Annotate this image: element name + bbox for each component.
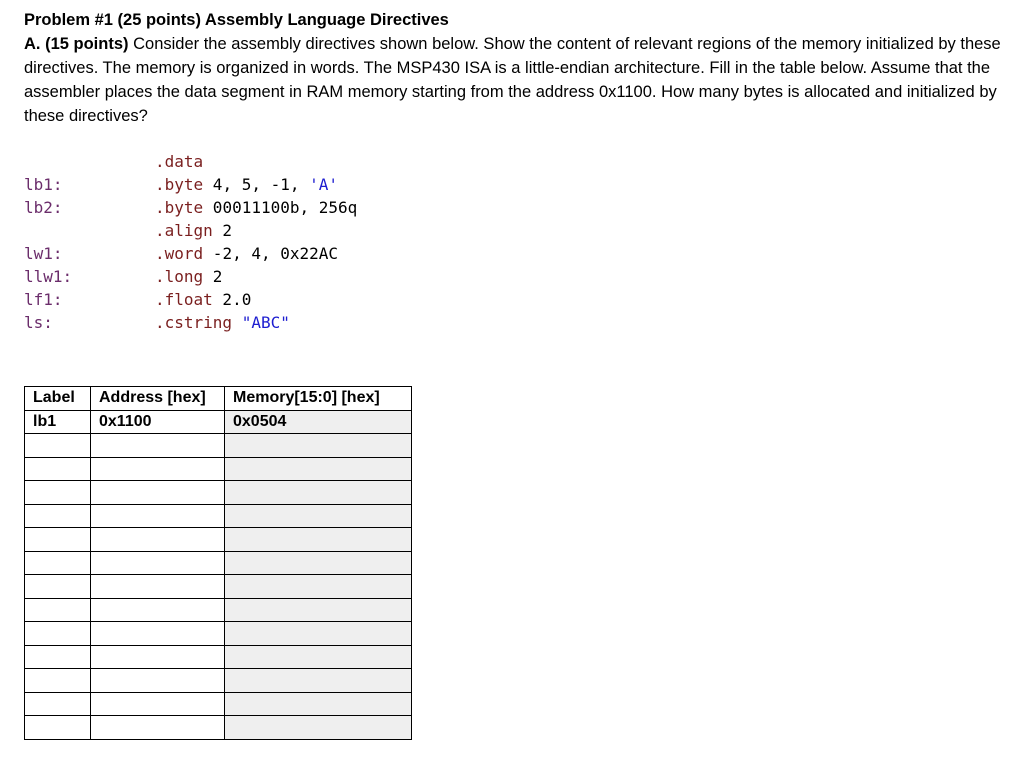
label-cell[interactable] bbox=[25, 575, 91, 599]
label-cell[interactable] bbox=[25, 669, 91, 693]
table-row bbox=[25, 434, 412, 458]
address-cell[interactable] bbox=[91, 528, 225, 552]
memory-cell[interactable] bbox=[225, 434, 412, 458]
directive-keyword: .align bbox=[155, 221, 213, 240]
code-label: lf1: bbox=[24, 290, 63, 309]
code-line bbox=[24, 173, 339, 196]
label-cell[interactable] bbox=[25, 716, 91, 740]
code-directive bbox=[155, 242, 338, 265]
address-cell[interactable] bbox=[91, 504, 225, 528]
label-cell[interactable]: lb1 bbox=[25, 410, 91, 434]
label-cell[interactable] bbox=[25, 457, 91, 481]
directive-keyword: .byte bbox=[155, 175, 204, 194]
directive-keyword: .byte bbox=[155, 198, 204, 217]
column-header-memory: Memory[15:0] [hex] bbox=[225, 387, 412, 411]
label-cell[interactable] bbox=[25, 692, 91, 716]
address-cell[interactable] bbox=[91, 598, 225, 622]
memory-cell[interactable] bbox=[225, 645, 412, 669]
memory-cell[interactable] bbox=[225, 669, 412, 693]
memory-cell[interactable] bbox=[225, 504, 412, 528]
table-row bbox=[25, 692, 412, 716]
address-cell[interactable] bbox=[91, 622, 225, 646]
table-row bbox=[25, 716, 412, 740]
directive-keyword: .word bbox=[155, 244, 204, 263]
label-cell[interactable] bbox=[25, 481, 91, 505]
table-row bbox=[25, 481, 412, 505]
label-cell[interactable] bbox=[25, 622, 91, 646]
label-cell[interactable] bbox=[25, 504, 91, 528]
memory-cell[interactable] bbox=[225, 551, 412, 575]
code-directive bbox=[155, 288, 251, 311]
code-label: lb1: bbox=[24, 175, 63, 194]
memory-cell[interactable] bbox=[225, 575, 412, 599]
address-cell[interactable] bbox=[91, 669, 225, 693]
directive-args: 00011100b, 256q bbox=[203, 198, 358, 217]
table-row bbox=[25, 575, 412, 599]
table-row bbox=[25, 551, 412, 575]
directive-args: 4, 5, -1, bbox=[203, 175, 310, 194]
table-row bbox=[25, 669, 412, 693]
directive-string: 'A' bbox=[309, 175, 339, 194]
directive-args bbox=[232, 313, 242, 332]
table-row bbox=[25, 645, 412, 669]
directive-args: 2.0 bbox=[212, 290, 252, 309]
code-line bbox=[24, 288, 252, 311]
address-cell[interactable]: 0x1100 bbox=[91, 410, 225, 434]
address-cell[interactable] bbox=[91, 481, 225, 505]
part-a-text: Consider the assembly directives shown below. Show the content of relevant regions of the memory initialized by these directives. The memory is organized in words. The MSP430 ISA is a little-endian architecture. Fill in the table below. Assume that the assembler places the data segment in RAM memory starting from the address 0x1100. How many bytes is allocated and initialized by these directives? bbox=[24, 35, 1001, 125]
directive-args: 2 bbox=[203, 267, 223, 286]
code-line bbox=[24, 196, 358, 219]
code-directive bbox=[155, 265, 222, 288]
address-cell[interactable] bbox=[91, 434, 225, 458]
memory-cell[interactable] bbox=[225, 622, 412, 646]
address-cell[interactable] bbox=[91, 716, 225, 740]
directive-keyword: .cstring bbox=[155, 313, 233, 332]
part-a-label: A. (15 points) bbox=[24, 35, 129, 53]
address-cell[interactable] bbox=[91, 575, 225, 599]
code-line bbox=[24, 265, 223, 288]
table-row bbox=[25, 457, 412, 481]
table-row bbox=[25, 504, 412, 528]
table-row bbox=[25, 598, 412, 622]
code-label: llw1: bbox=[24, 267, 73, 286]
table-row bbox=[25, 410, 412, 434]
directive-keyword: .float bbox=[155, 290, 213, 309]
memory-cell[interactable] bbox=[225, 481, 412, 505]
directive-args: 2 bbox=[212, 221, 233, 240]
table-header-row bbox=[25, 387, 412, 411]
column-header-label: Label bbox=[25, 387, 91, 411]
column-header-address: Address [hex] bbox=[91, 387, 225, 411]
memory-cell[interactable] bbox=[225, 716, 412, 740]
table-row bbox=[25, 622, 412, 646]
code-directive bbox=[155, 219, 232, 242]
code-label: lw1: bbox=[24, 244, 63, 263]
memory-table bbox=[24, 386, 412, 740]
label-cell[interactable] bbox=[25, 598, 91, 622]
code-directive bbox=[155, 311, 290, 334]
code-directive bbox=[155, 196, 357, 219]
memory-cell[interactable] bbox=[225, 692, 412, 716]
label-cell[interactable] bbox=[25, 551, 91, 575]
code-label: ls: bbox=[24, 313, 53, 332]
code-line bbox=[24, 242, 339, 265]
address-cell[interactable] bbox=[91, 692, 225, 716]
memory-cell[interactable] bbox=[225, 528, 412, 552]
table-row bbox=[25, 528, 412, 552]
address-cell[interactable] bbox=[91, 457, 225, 481]
label-cell[interactable] bbox=[25, 434, 91, 458]
code-line bbox=[24, 311, 290, 334]
memory-cell[interactable] bbox=[225, 457, 412, 481]
code-line bbox=[24, 150, 204, 173]
code-directive bbox=[155, 173, 338, 196]
problem-description bbox=[24, 32, 1009, 128]
label-cell[interactable] bbox=[25, 645, 91, 669]
label-cell[interactable] bbox=[25, 528, 91, 552]
code-label: lb2: bbox=[24, 198, 63, 217]
code-line bbox=[24, 219, 233, 242]
memory-cell[interactable]: 0x0504 bbox=[225, 410, 412, 434]
problem-heading: Problem #1 (25 points) Assembly Language Directives bbox=[24, 11, 449, 29]
data-directive: .data bbox=[155, 152, 204, 171]
memory-cell[interactable] bbox=[225, 598, 412, 622]
directive-args: -2, 4, 0x22AC bbox=[203, 244, 339, 263]
directive-keyword: .long bbox=[155, 267, 204, 286]
assembly-code-block bbox=[24, 150, 358, 334]
address-cell[interactable] bbox=[91, 551, 225, 575]
address-cell[interactable] bbox=[91, 645, 225, 669]
directive-string: "ABC" bbox=[241, 313, 290, 332]
